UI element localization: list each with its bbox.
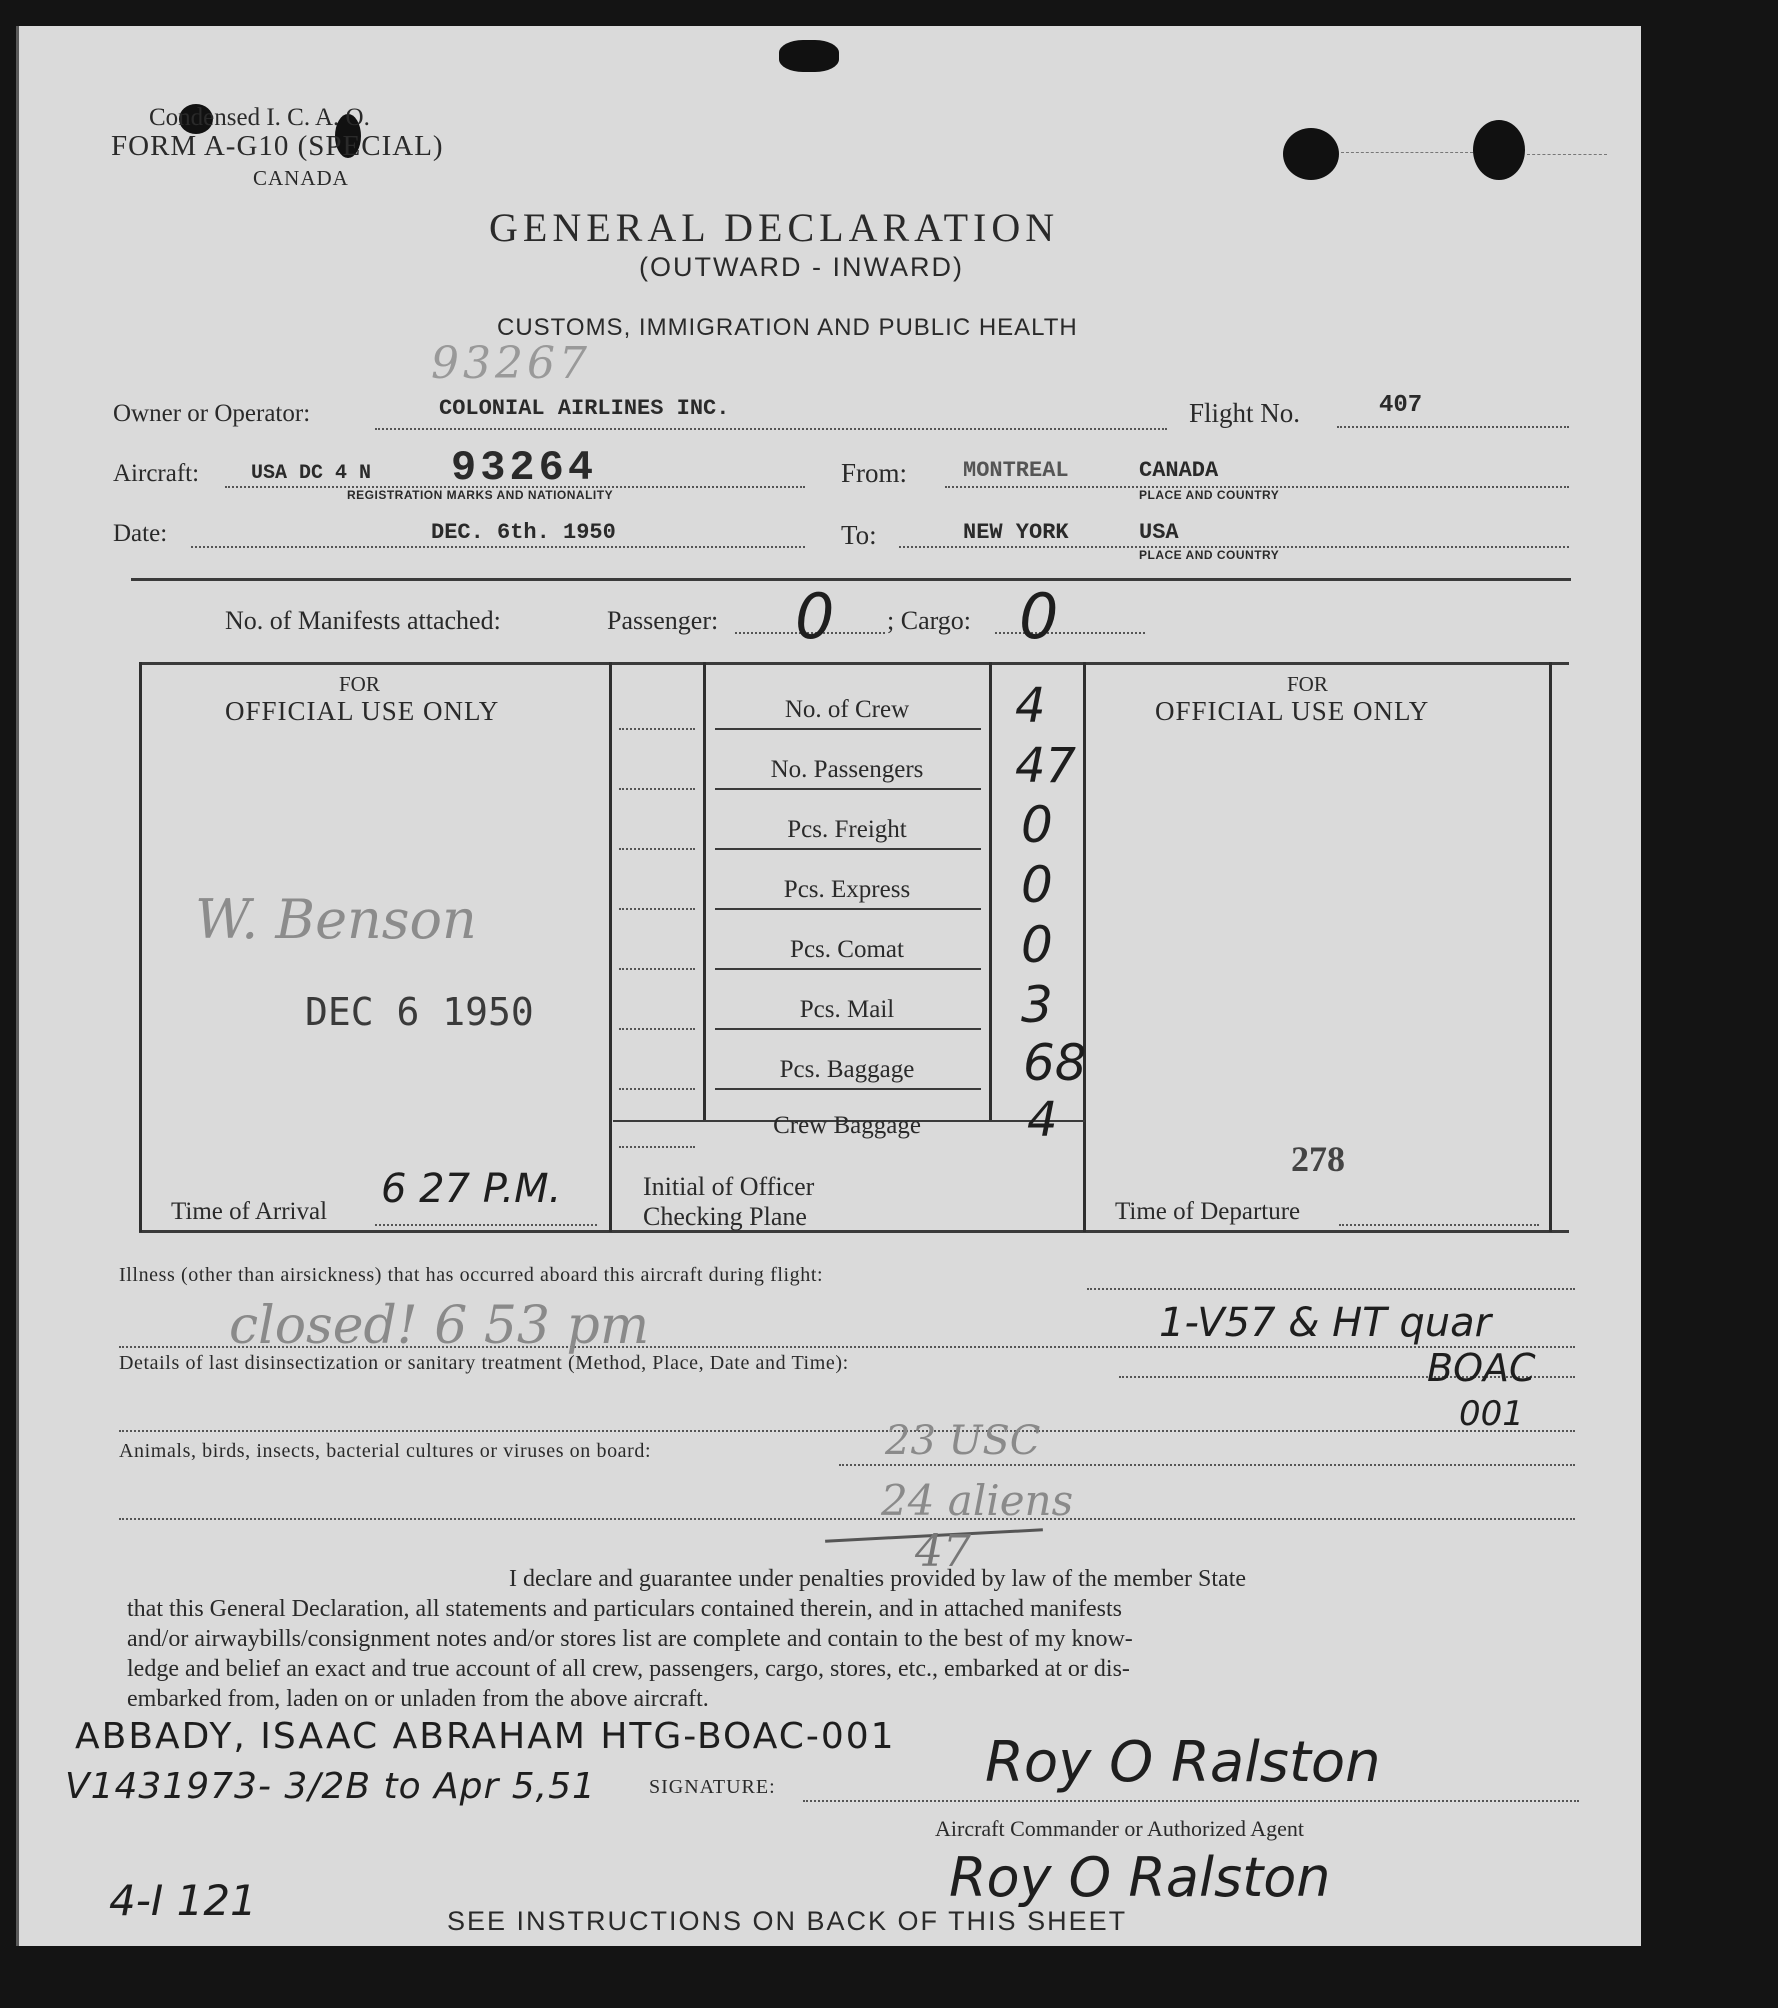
- count-label-comat: Pcs. Comat: [790, 936, 904, 963]
- signature-primary: Roy O Ralston: [985, 1730, 1381, 1795]
- declaration-line-3: and/or airwaybills/consignment notes and/or stores list are complete and contain to the best of my know-: [127, 1626, 1133, 1652]
- disinsect-note-2: 001: [1459, 1394, 1524, 1434]
- count-value-comat: 0: [1021, 916, 1053, 974]
- declaration-line-4: ledge and belief an exact and true account of all crew, passengers, cargo, stores, etc., embarked at or dis-: [127, 1656, 1130, 1682]
- time-of-arrival-value: 6 27 P.M.: [381, 1166, 562, 1212]
- initial-officer-line2: Checking Plane: [643, 1202, 807, 1231]
- time-of-arrival-line: [375, 1224, 597, 1226]
- manifest-cargo-value: 0: [1019, 580, 1059, 653]
- signature-caption: Aircraft Commander or Authorized Agent: [935, 1816, 1305, 1841]
- time-of-departure-line: [1339, 1224, 1539, 1226]
- aircraft-type: USA DC 4 N: [251, 462, 372, 485]
- signature-label: SIGNATURE:: [649, 1776, 776, 1798]
- hand-passenger-name: ABBADY, ISAAC ABRAHAM HTG-BOAC-001: [75, 1716, 896, 1757]
- registration-caption: REGISTRATION MARKS AND NATIONALITY: [347, 488, 614, 502]
- agencies-heading: CUSTOMS, IMMIGRATION AND PUBLIC HEALTH: [497, 314, 1078, 341]
- hand-passenger-visa: V1431973- 3/2B to Apr 5,51: [65, 1766, 596, 1807]
- owner-value: COLONIAL AIRLINES INC.: [439, 396, 730, 421]
- count-rule-comat: [715, 968, 981, 970]
- flight-label: Flight No.: [1189, 398, 1301, 428]
- official-initials-scrawl: W. Benson: [195, 888, 477, 951]
- manifests-label: No. of Manifests attached:: [225, 606, 501, 635]
- count-rule-baggage: [715, 1088, 981, 1090]
- to-caption: PLACE AND COUNTRY: [1139, 548, 1280, 562]
- illness-line-1: [1087, 1288, 1575, 1290]
- form-header-line3: CANADA: [253, 166, 349, 190]
- hole-connector-line: [1341, 152, 1473, 153]
- count-label-baggage: Pcs. Baggage: [779, 1056, 915, 1083]
- count-line-mail: [619, 1028, 695, 1030]
- flight-dotted-line: [1337, 426, 1569, 428]
- animals-pencil-note-2: 24 aliens: [881, 1476, 1074, 1525]
- declaration-line-1: I declare and guarantee under penalties provided by law of the member State: [509, 1566, 1247, 1592]
- date-value: DEC. 6th. 1950: [431, 520, 616, 545]
- box-divider-4: [1083, 662, 1086, 1232]
- animals-line-2: [119, 1518, 1575, 1520]
- box-divider-1: [609, 662, 612, 1232]
- disinsect-note-1: BOAC: [1427, 1346, 1536, 1390]
- count-rule-freight: [715, 848, 981, 850]
- punch-hole-right: [1473, 120, 1525, 180]
- box-bottom-border: [139, 1230, 1569, 1233]
- manifest-passenger-label: Passenger:: [607, 606, 719, 635]
- count-label-crew-baggage: Crew Baggage: [773, 1112, 921, 1139]
- from-label: From:: [841, 458, 908, 488]
- animals-line-1: [839, 1464, 1575, 1466]
- count-value-crew-baggage: 4: [1027, 1092, 1058, 1148]
- count-line-freight: [619, 848, 695, 850]
- official-left-line1: FOR: [339, 672, 380, 696]
- time-of-departure-label: Time of Departure: [1115, 1198, 1301, 1225]
- disinsect-label: Details of last disinsectization or sanitary treatment (Method, Place, Date and Time):: [119, 1352, 849, 1374]
- count-value-freight: 0: [1021, 796, 1053, 854]
- official-left-line2: OFFICIAL USE ONLY: [225, 696, 500, 726]
- aircraft-label: Aircraft:: [113, 460, 200, 487]
- count-label-express: Pcs. Express: [783, 876, 911, 903]
- form-header-line2: FORM A-G10 (SPECIAL): [111, 130, 444, 162]
- form-header-line1: Condensed I. C. A. O.: [149, 104, 370, 131]
- count-line-passengers: [619, 788, 695, 790]
- count-label-freight: Pcs. Freight: [787, 816, 907, 843]
- count-label-passengers: No. Passengers: [770, 756, 924, 783]
- manifest-cargo-label: ; Cargo:: [887, 606, 972, 635]
- count-line-express: [619, 908, 695, 910]
- date-dotted-line: [191, 546, 805, 548]
- illness-pencil-note: closed! 6 53 pm: [229, 1296, 650, 1356]
- box-divider-2: [703, 662, 706, 1122]
- arrival-date-stamp: DEC 6 1950: [305, 990, 534, 1034]
- to-label: To:: [841, 520, 877, 550]
- count-line-crew: [619, 728, 695, 730]
- from-caption: PLACE AND COUNTRY: [1139, 488, 1280, 502]
- box-top-border: [139, 662, 1569, 665]
- departure-number: 278: [1291, 1139, 1345, 1179]
- count-label-crew: No. of Crew: [784, 696, 910, 723]
- page-title: GENERAL DECLARATION: [489, 205, 1060, 250]
- footer-instructions: SEE INSTRUCTIONS ON BACK OF THIS SHEET: [447, 1906, 1128, 1936]
- illness-label: Illness (other than airsickness) that has occurred aboard this aircraft during flight:: [119, 1264, 824, 1286]
- box-right-border: [1549, 662, 1552, 1232]
- ink-blot-top: [779, 40, 839, 72]
- count-value-crew: 4: [1015, 678, 1046, 734]
- animals-total: 47: [915, 1526, 971, 1577]
- illness-hand-note: 1-V57 & HT quar: [1159, 1300, 1492, 1346]
- count-value-express: 0: [1021, 856, 1053, 914]
- header-divider: [131, 578, 1571, 581]
- count-rule-mail: [715, 1028, 981, 1030]
- count-line-crew-baggage: [619, 1146, 695, 1148]
- punch-hole-left: [1283, 128, 1339, 180]
- margin-note: 4-I 121: [109, 1876, 257, 1925]
- hole-connector-line-right: [1527, 154, 1607, 155]
- official-right-line1: FOR: [1287, 672, 1328, 696]
- time-of-arrival-label: Time of Arrival: [171, 1198, 328, 1225]
- box-left-border: [139, 662, 142, 1232]
- to-place: NEW YORK: [963, 520, 1069, 545]
- animals-pencil-note-1: 23 USC: [885, 1418, 1041, 1464]
- animals-label: Animals, birds, insects, bacterial cultures or viruses on board:: [119, 1440, 652, 1462]
- from-country: CANADA: [1139, 458, 1219, 483]
- pencil-number-top: 93267: [431, 338, 591, 389]
- declaration-line-5: embarked from, laden on or unladen from the above aircraft.: [127, 1686, 709, 1712]
- count-value-passengers: 47: [1015, 738, 1077, 794]
- date-label: Date:: [113, 520, 168, 547]
- signature-secondary: Roy O Ralston: [949, 1846, 1331, 1909]
- disinsect-line-2: [119, 1430, 1575, 1432]
- declaration-line-2: that this General Declaration, all statements and particulars contained therein, and in attached manifests: [127, 1596, 1122, 1622]
- owner-label: Owner or Operator:: [113, 400, 311, 427]
- count-label-mail: Pcs. Mail: [799, 996, 895, 1023]
- count-value-mail: 3: [1021, 976, 1053, 1034]
- count-rule-passengers: [715, 788, 981, 790]
- box-divider-3: [989, 662, 992, 1122]
- declaration-form-sheet: [16, 26, 1641, 1946]
- initial-officer-line1: Initial of Officer: [643, 1172, 815, 1201]
- count-value-baggage: 68: [1023, 1034, 1087, 1092]
- count-rule-crew: [715, 728, 981, 730]
- signature-line: [803, 1800, 1579, 1802]
- official-right-line2: OFFICIAL USE ONLY: [1155, 696, 1430, 726]
- to-country: USA: [1139, 520, 1179, 545]
- aircraft-registration: 93264: [451, 444, 598, 492]
- manifest-passenger-value: 0: [795, 580, 835, 653]
- count-line-baggage: [619, 1088, 695, 1090]
- manifest-cargo-line: [995, 632, 1145, 634]
- count-rule-express: [715, 908, 981, 910]
- flight-value: 407: [1379, 392, 1423, 419]
- count-line-comat: [619, 968, 695, 970]
- owner-dotted-line: [375, 428, 1167, 430]
- page-subtitle: (OUTWARD - INWARD): [639, 252, 964, 282]
- from-place: MONTREAL: [963, 458, 1069, 483]
